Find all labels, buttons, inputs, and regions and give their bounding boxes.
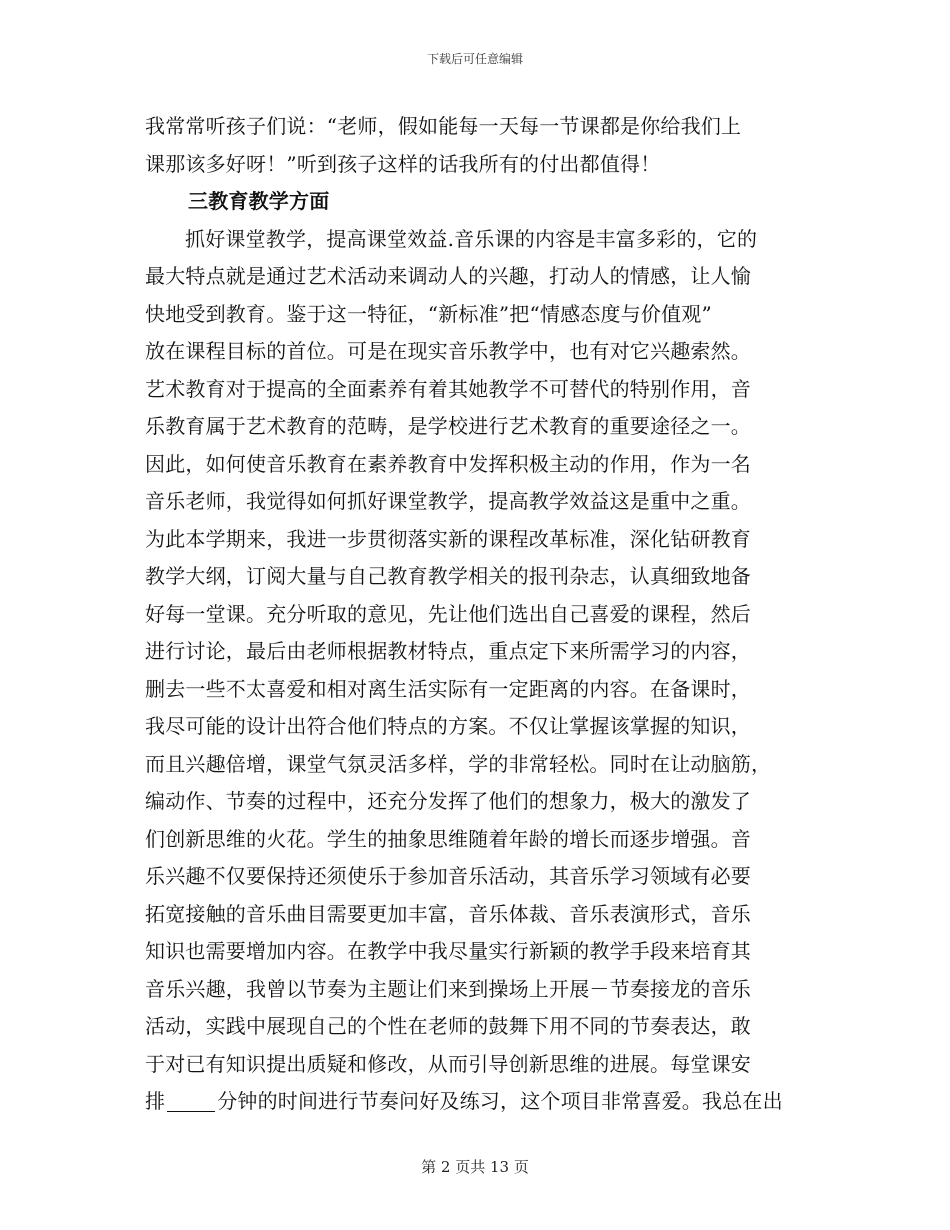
text-line: 音乐老师，我觉得如何抓好课堂教学，提高教学效益这是重中之重。 (145, 489, 751, 513)
text-line: 好每一堂课。充分听取的意见，先让他们选出自己喜爱的课程，然后 (145, 601, 751, 626)
text-line: 进行讨论，最后由老师根据教材特点，重点定下来所需学习的内容， (145, 639, 751, 663)
paragraph-first-line: 抓好课堂教学，提高课堂效益.音乐课的内容是丰富多彩的，它的 (185, 226, 758, 251)
text-line: 艺术教育对于提高的全面素养有着其她教学不可替代的特别作用，音 (145, 376, 751, 401)
text-line: 乐教育属于艺术教育的范畴，是学校进行艺术教育的重要途径之一。 (145, 414, 751, 438)
text-line: 活动，实践中展现自己的个性在老师的鼓舞下用不同的节奏表达，敢 (145, 1014, 751, 1038)
text-line: 为此本学期来，我进一步贯彻落实新的课程改革标准，深化钻研教育 (145, 526, 751, 551)
text-after-blank: 分钟的时间进行节奏问好及练习，这个项目非常喜爱。我总在出 (217, 1089, 783, 1113)
document-body (145, 108, 810, 1121)
text-line-with-blank (145, 1083, 810, 1121)
text-before-blank: 排 (145, 1089, 166, 1113)
text-line: 最大特点就是通过艺术活动来调动人的兴趣，打动人的情感，让人愉 (145, 264, 751, 288)
text-line: 课那该多好呀！”听到孩子这样的话我所有的付出都值得！ (145, 151, 661, 176)
page-number-footer: 第 2 页共 13 页 (421, 1158, 529, 1176)
text-line: 我尽可能的设计出符合他们特点的方案。不仅让掌握该掌握的知识， (145, 714, 751, 738)
text-line: 音乐兴趣，我曾以节奏为主题让们来到操场上开展－节奏接龙的音乐 (145, 976, 751, 1001)
section-heading: 三教育教学方面 (188, 189, 330, 213)
text-line: 快地受到教育。鉴于这一特征，“新标准”把“情感态度与价值观” (145, 301, 712, 326)
text-line: 放在课程目标的首位。可是在现实音乐教学中，也有对它兴趣索然。 (145, 339, 751, 363)
text-line: 删去一些不太喜爱和相对离生活实际有一定距离的内容。在备课时， (145, 676, 751, 701)
text-line: 乐兴趣不仅要保持还须使乐于参加音乐活动，其音乐学习领域有必要 (145, 864, 751, 888)
header-note: 下载后可任意编辑 (426, 52, 523, 66)
text-line: 而且兴趣倍增，课堂气氛灵活多样，学的非常轻松。同时在让动脑筋， (145, 751, 772, 776)
text-line: 知识也需要增加内容。在教学中我尽量实行新颖的教学手段来培育其 (145, 939, 751, 963)
text-line: 于对已有知识提出质疑和修改，从而引导创新思维的进展。每堂课安 (145, 1051, 751, 1076)
text-line: 我常常听孩子们说：“老师，假如能每一天每一节课都是你给我们上 (145, 114, 742, 138)
text-line: 们创新思维的火花。学生的抽象思维随着年龄的增长而逐步增强。音 (145, 826, 751, 851)
text-line: 拓宽接触的音乐曲目需要更加丰富，音乐体裁、音乐表演形式，音乐 (145, 901, 751, 926)
text-line: 教学大纲，订阅大量与自己教育教学相关的报刊杂志，认真细致地备 (145, 564, 751, 588)
fill-in-blank (167, 1089, 215, 1112)
text-line: 因此，如何使音乐教育在素养教育中发挥积极主动的作用，作为一名 (145, 451, 751, 476)
text-line: 编动作、节奏的过程中，还充分发挥了他们的想象力，极大的激发了 (145, 789, 751, 813)
